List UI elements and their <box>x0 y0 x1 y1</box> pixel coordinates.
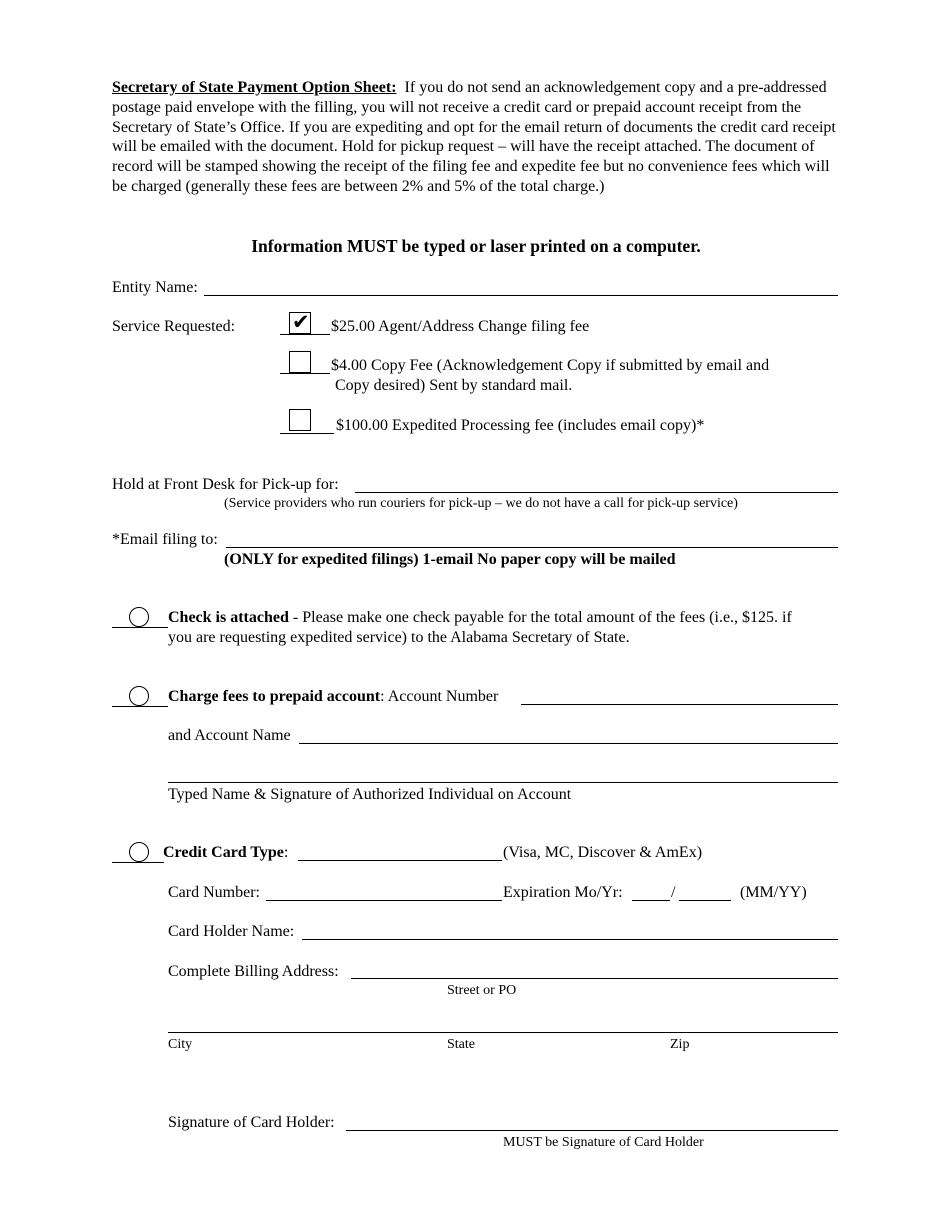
email-field[interactable] <box>226 547 838 548</box>
credit-type-field[interactable] <box>298 860 502 861</box>
hold-label: Hold at Front Desk for Pick-up for: <box>112 476 339 493</box>
credit-underline <box>112 862 164 863</box>
expiration-month-field[interactable] <box>632 900 670 901</box>
option-2-underline <box>280 373 330 374</box>
account-number-field[interactable] <box>521 704 838 705</box>
service-requested-label: Service Requested: <box>112 318 236 335</box>
option-2-checkbox[interactable] <box>289 351 311 373</box>
billing-street-field[interactable] <box>351 978 838 979</box>
option-1-checkbox[interactable] <box>289 312 311 334</box>
hold-field[interactable] <box>355 492 838 493</box>
intro-text: If you do not send an acknowledgement copy and a pre-addressed postage paid envelope with the filling, you will not receive a credit card or prepaid account receipt from the Secretary of State’s Office. If you are expediting and opt for the email return of documents the credit card receipt will be emailed with the document. Hold for pickup request – will have the receipt attached. The document of record will be stamped showing the receipt of the filing fee and expedite fee but no convenience fees which will be charged (generally these fees are between 2% and 5% of the total charge.) <box>112 79 836 195</box>
intro-paragraph <box>112 78 840 197</box>
option-2-label-line2: Copy desired) Sent by standard mail. <box>335 377 573 394</box>
email-label: *Email filing to: <box>112 531 218 548</box>
prepaid-text <box>168 687 498 707</box>
expiration-label: Expiration Mo/Yr: <box>503 884 623 901</box>
account-name-label: and Account Name <box>168 727 291 744</box>
check-text <box>168 608 792 628</box>
card-holder-label: Card Holder Name: <box>168 923 295 940</box>
state-caption: State <box>447 1037 475 1052</box>
check-desc: - Please make one check payable for the total amount of the fees (i.e., $125. if <box>288 609 792 626</box>
card-holder-field[interactable] <box>302 939 838 940</box>
option-3-underline <box>280 433 334 434</box>
signature-caption: MUST be Signature of Card Holder <box>503 1135 704 1150</box>
credit-type-bold: Credit Card Type <box>163 844 284 861</box>
intro-lead: Secretary of State Payment Option Sheet: <box>112 79 397 96</box>
entity-name-field[interactable] <box>204 295 838 296</box>
option-1-label: $25.00 Agent/Address Change filing fee <box>331 318 590 335</box>
billing-city-state-zip-field[interactable] <box>168 1032 838 1033</box>
expiration-slash: / <box>671 884 676 901</box>
check-underline <box>112 627 168 628</box>
option-2-label: $4.00 Copy Fee (Acknowledgement Copy if submitted by email and <box>331 357 770 374</box>
expiration-format-note: (MM/YY) <box>740 884 807 901</box>
account-name-field[interactable] <box>299 743 838 744</box>
prepaid-desc: : Account Number <box>380 688 499 705</box>
prepaid-underline <box>112 706 168 707</box>
email-note: (ONLY for expedited filings) 1-email No paper copy will be mailed <box>224 551 676 568</box>
card-number-field[interactable] <box>266 900 502 901</box>
authorized-signature-label: Typed Name & Signature of Authorized Individual on Account <box>168 786 572 803</box>
billing-address-label: Complete Billing Address: <box>168 963 339 980</box>
entity-name-label: Entity Name: <box>112 279 198 296</box>
street-caption: Street or PO <box>447 983 517 998</box>
card-holder-signature-field[interactable] <box>346 1130 838 1131</box>
check-text-line2: you are requesting expedited service) to the Alabama Secretary of State. <box>168 629 630 646</box>
page-heading: Information MUST be typed or laser printed on a computer. <box>251 236 701 256</box>
option-3-label: $100.00 Expedited Processing fee (includes email copy)* <box>336 417 705 434</box>
credit-type-label <box>163 843 288 863</box>
credit-radio[interactable] <box>129 842 149 862</box>
check-bold: Check is attached <box>168 609 289 626</box>
credit-type-colon: : <box>283 844 289 861</box>
check-radio[interactable] <box>129 607 149 627</box>
option-3-checkbox[interactable] <box>289 409 311 431</box>
card-number-label: Card Number: <box>168 884 260 901</box>
prepaid-radio[interactable] <box>129 686 149 706</box>
expiration-year-field[interactable] <box>679 900 731 901</box>
zip-caption: Zip <box>670 1037 690 1052</box>
prepaid-bold: Charge fees to prepaid account <box>168 688 381 705</box>
checkmark-icon: ✔ <box>292 310 310 334</box>
city-caption: City <box>168 1037 193 1052</box>
card-holder-signature-label: Signature of Card Holder: <box>168 1114 335 1131</box>
hold-note: (Service providers who run couriers for pick-up – we do not have a call for pick-up service) <box>224 496 738 511</box>
credit-types-note: (Visa, MC, Discover & AmEx) <box>503 844 703 861</box>
authorized-signature-field[interactable] <box>168 782 838 783</box>
